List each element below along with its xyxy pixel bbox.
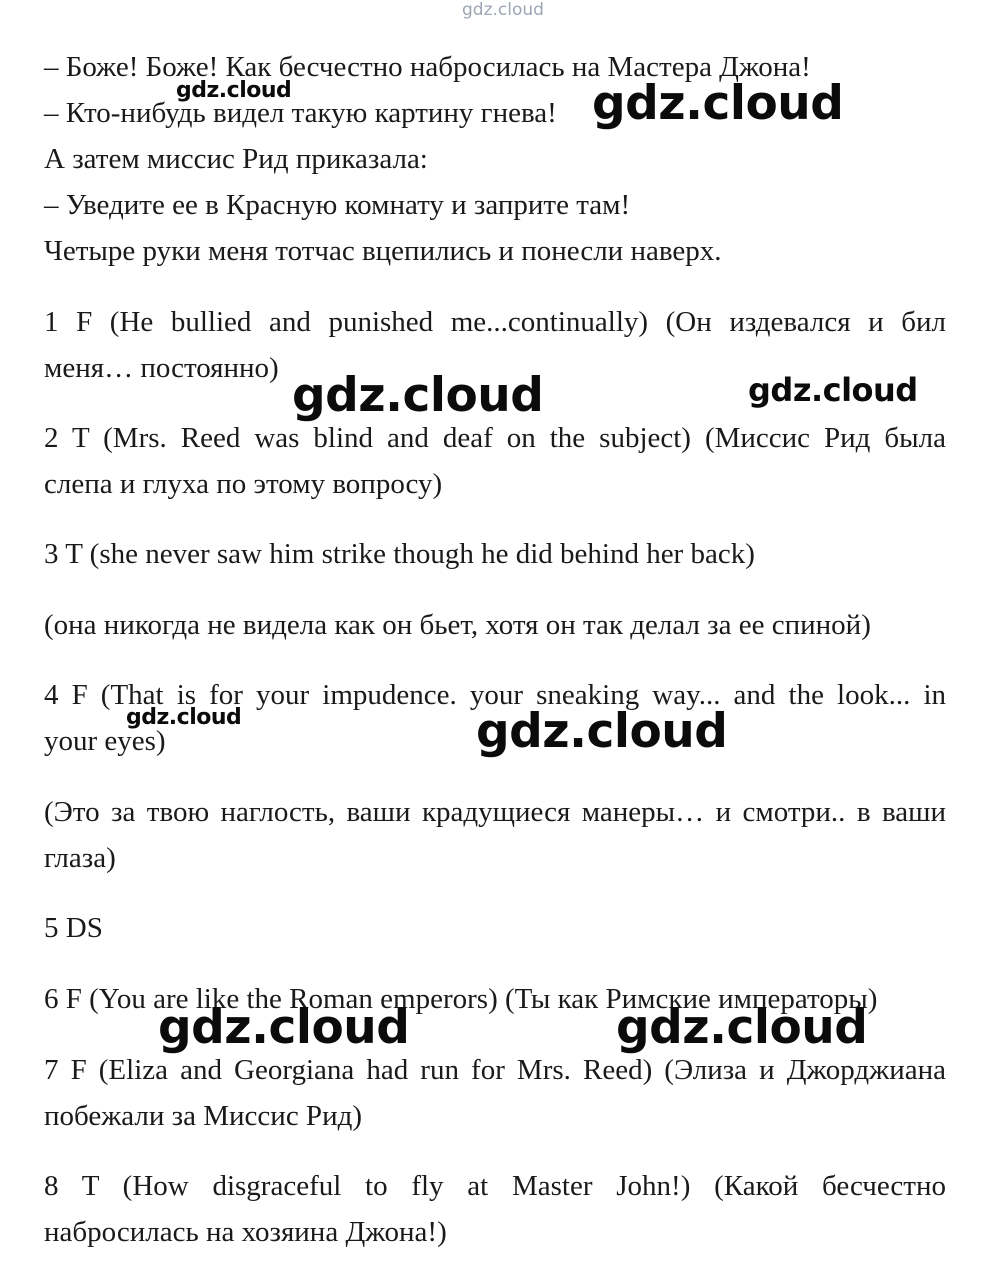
answer-8-line-2: набросилась на хозяина Джона!) [44, 1216, 447, 1248]
answer-3-line-1: 3 T (she never saw him strike though he did behind her back) [44, 538, 755, 570]
answer-5-line-1: 5 DS [44, 912, 103, 944]
answer-4-line-3: (Это за твою наглость, ваши крадущиеся манеры… и смотри.. в ваши [44, 796, 946, 828]
answer-7-line-1: 7 F (Eliza and Georgiana had run for Mrs. Reed) (Элиза и Джорджиана [44, 1054, 946, 1086]
watermark-large-2: gdz.cloud [292, 368, 544, 423]
watermark-small-1: gdz.cloud [176, 78, 292, 103]
watermark-small-2: gdz.cloud [126, 705, 242, 730]
watermark-large-3: gdz.cloud [476, 704, 728, 759]
answer-4-line-2: your eyes) [44, 725, 166, 757]
watermark-large-1: gdz.cloud [592, 76, 844, 131]
answer-6-line-1: 6 F (You are like the Roman emperors) (Ты как Римские императоры) [44, 983, 878, 1015]
dialogue-line-1: – Боже! Боже! Как бесчестно набросилась на Мастера Джона! [44, 51, 811, 83]
watermark-large-5: gdz.cloud [616, 1000, 868, 1055]
answer-7-line-2: побежали за Миссис Рид) [44, 1100, 362, 1132]
answer-1-line-1: 1 F (He bullied and punished me...continually) (Он издевался и бил [44, 306, 946, 338]
watermark-large-4: gdz.cloud [158, 1000, 410, 1055]
answer-2-line-1: 2 T (Mrs. Reed was blind and deaf on the subject) (Миссис Рид была [44, 422, 946, 454]
header-watermark: gdz.cloud [462, 0, 544, 20]
dialogue-line-5: Четыре руки меня тотчас вцепились и понесли наверх. [44, 235, 722, 267]
dialogue-line-3: А затем миссис Рид приказала: [44, 143, 428, 175]
answer-4-line-1: 4 F (That is for your impudence. your sneaking way... and the look... in [44, 679, 946, 711]
answer-4-line-4: глаза) [44, 842, 116, 874]
answer-2-line-2: слепа и глуха по этому вопросу) [44, 468, 443, 500]
answer-3-line-2: (она никогда не видела как он бьет, хотя он так делал за ее спиной) [44, 609, 871, 641]
dialogue-line-2: – Кто-нибудь видел такую картину гнева! [44, 97, 557, 129]
answer-1-line-2: меня… постоянно) [44, 352, 279, 384]
answer-8-line-1: 8 T (How disgraceful to fly at Master John!) (Какой бесчестно [44, 1170, 946, 1202]
watermark-medium-1: gdz.cloud [748, 371, 918, 409]
dialogue-line-4: – Уведите ее в Красную комнату и заприте там! [44, 189, 631, 221]
